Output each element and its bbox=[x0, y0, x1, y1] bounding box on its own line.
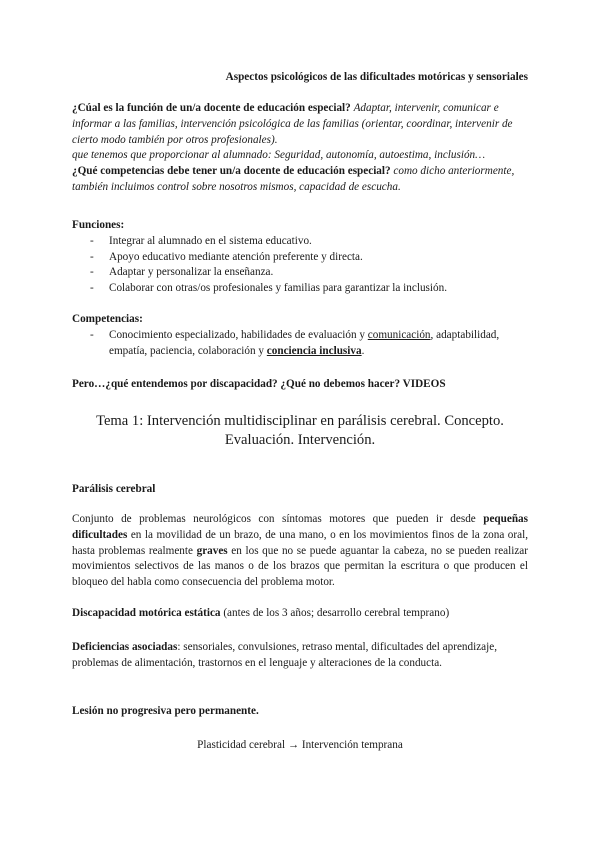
paralisis-heading: Parálisis cerebral bbox=[72, 483, 156, 495]
list-item: - Adaptar y personalizar la enseñanza. bbox=[72, 265, 528, 281]
list-item: - Apoyo educativo mediante atención preferente y directa. bbox=[72, 250, 528, 266]
answer-function: Adaptar, intervenir, comunicar e informar a las familias, intervención psicológica de las familias (orientar, coordinar, intervenir de cierto modo también por otros profesionales). bbox=[72, 102, 513, 146]
comunicacion-link-text: comunicación bbox=[367, 328, 431, 341]
lesion-line: Lesión no progresiva pero permanente. bbox=[72, 705, 259, 717]
tema-title-line1: Tema 1: Intervención multidisciplinar en parálisis cerebral. Concepto. bbox=[96, 413, 504, 429]
competencias-list bbox=[72, 328, 528, 360]
deficiencias-paragraph: Deficiencias asociadas: sensoriales, convulsiones, retraso mental, dificultades del aprendizaje, problemas de alimentación, trastornos en el lenguaje y alteraciones de la conducta. bbox=[72, 641, 498, 669]
conciencia-inclusiva-text: conciencia inclusiva bbox=[266, 344, 362, 357]
question-function: ¿Cúal es la función de un/a docente de educación especial? bbox=[72, 102, 351, 114]
pero-question: Pero…¿qué entendemos por discapacidad? ¿Qué no debemos hacer? VIDEOS bbox=[72, 378, 446, 390]
list-item: - Conocimiento especializado, habilidades de evaluación y comunicación, adaptabilidad, empatía, paciencia, colaboración y conciencia inclusiva. bbox=[72, 328, 528, 360]
answer-competencias: como dicho anteriormente, también incluimos control sobre nosotros mismos, capacidad de escucha. bbox=[72, 165, 515, 193]
competencias-heading: Competencias: bbox=[72, 313, 143, 325]
tema-title bbox=[72, 412, 528, 450]
list-item: - Integrar al alumnado en el sistema educativo. bbox=[72, 234, 528, 250]
question-function-block bbox=[72, 101, 528, 196]
funciones-list bbox=[72, 234, 528, 297]
document-title: Aspectos psicológicos de las dificultades motóricas y sensoriales bbox=[225, 71, 528, 83]
funciones-heading: Funciones: bbox=[72, 219, 125, 231]
tema-title-line2: Evaluación. Intervención. bbox=[224, 432, 376, 448]
paralisis-paragraph: Conjunto de problemas neurológicos con síntomas motores que pueden ir desde pequeñas dificultades en la movilidad de un brazo, de una mano, o en los movimientos finos de la zona oral, hasta problemas realmente graves en los que no se puede aguantar la cabeza, no se pueden realizar movimientos selectivos de las manos o de los brazos que permitan la escritura o que producen el bloqueo del habla como consecuencia del problema motor. bbox=[72, 513, 528, 589]
list-item: - Colaborar con otras/os profesionales y familias para garantizar la inclusión. bbox=[72, 281, 528, 297]
funciones-section bbox=[72, 218, 528, 297]
plasticidad-line: Plasticidad cerebral → Intervención temprana bbox=[197, 739, 403, 751]
answer-function-extra: que tenemos que proporcionar al alumnado: Seguridad, autonomía, autoestima, inclusión… bbox=[72, 149, 486, 162]
competencias-section bbox=[72, 312, 528, 359]
discapacidad-line: Discapacidad motórica estática (antes de los 3 años; desarrollo cerebral temprano) bbox=[72, 607, 450, 619]
question-competencias: ¿Qué competencias debe tener un/a docente de educación especial? bbox=[72, 165, 391, 178]
